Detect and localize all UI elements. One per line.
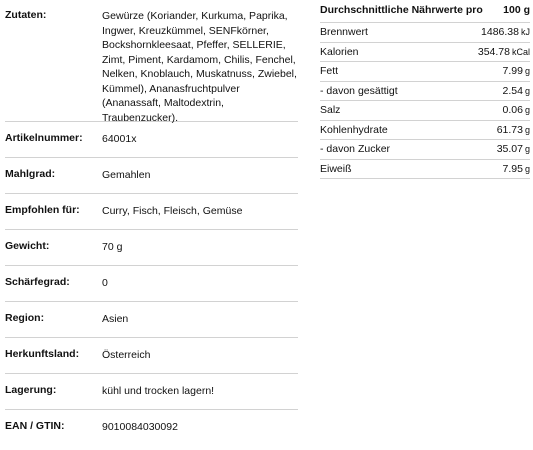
detail-row-origin (5, 338, 298, 374)
nutrition-per-amount: 100 g (503, 4, 530, 16)
nutrition-row-saturated-fat (320, 82, 530, 102)
nutrient-name: Salz (320, 104, 341, 117)
nutrient-value: 7.99 g (502, 65, 530, 78)
detail-value: 9010084030092 (102, 421, 178, 433)
nutrition-header (320, 0, 530, 23)
detail-row-ean (5, 410, 298, 450)
detail-label: Herkunftsland: (5, 348, 80, 360)
detail-row-article-number (5, 122, 298, 158)
product-details-table (5, 0, 298, 450)
detail-row-storage (5, 374, 298, 410)
detail-value: Gemahlen (102, 169, 151, 181)
detail-row-grind (5, 158, 298, 194)
detail-value: Asien (102, 313, 129, 325)
nutrient-name: Kalorien (320, 45, 359, 58)
nutrient-name: Fett (320, 65, 339, 78)
nutrient-value: 354.78 kCal (477, 45, 530, 58)
nutrient-value: 2.54 g (502, 84, 530, 97)
detail-label: Zutaten: (5, 9, 47, 21)
nutrition-row-sugar (320, 140, 530, 160)
detail-value: Gewürze (Koriander, Kurkuma, Paprika, Ingwer, Kreuzkümmel, SENFkörner, Bockshornkleesaat, Pfeffer, SELLERIE, Zimt, Piment, Kardamom, Chilis, Fenchel, Nelken, Knoblauch, Muskatnuss, Zwiebel, Kümmel), Ananasfruchtpulver (Ananassaft, Maltodextrin, Traubenzucker). (102, 10, 297, 124)
nutrition-row-carbohydrates (320, 121, 530, 141)
nutrition-title: Durchschnittliche Nährwerte pro (320, 4, 483, 16)
detail-value: 64001x (102, 133, 137, 145)
nutrition-row-protein (320, 160, 530, 180)
nutrient-name: - davon Zucker (320, 143, 391, 156)
nutrient-value: 61.73 g (496, 123, 530, 136)
detail-label: Region: (5, 312, 45, 324)
nutrition-row-energy (320, 23, 530, 43)
detail-value: Curry, Fisch, Fleisch, Gemüse (102, 205, 243, 217)
detail-label: Mahlgrad: (5, 168, 56, 180)
detail-value: Österreich (102, 349, 151, 361)
nutrient-name: Eiweiß (320, 162, 352, 175)
nutrition-row-fat (320, 62, 530, 82)
detail-row-weight (5, 230, 298, 266)
nutrition-row-salt (320, 101, 530, 121)
nutrient-name: - davon gesättigt (320, 84, 398, 97)
nutrient-name: Brennwert (320, 26, 368, 39)
detail-value: kühl und trocken lagern! (102, 385, 215, 397)
nutrient-value: 0.06 g (502, 104, 530, 117)
detail-value: 0 (102, 277, 108, 289)
detail-row-region (5, 302, 298, 338)
detail-label: Lagerung: (5, 384, 57, 396)
nutrition-table (320, 0, 530, 179)
nutrition-row-calories (320, 43, 530, 63)
detail-label: Artikelnummer: (5, 132, 83, 144)
nutrient-value: 7.95 g (502, 162, 530, 175)
detail-value: 70 g (102, 241, 123, 253)
detail-label: Empfohlen für: (5, 204, 80, 216)
detail-label: EAN / GTIN: (5, 420, 65, 432)
nutrient-value: 35.07 g (496, 143, 530, 156)
nutrient-value: 1486.38 kJ (481, 26, 530, 39)
detail-row-ingredients (5, 0, 298, 122)
detail-label: Schärfegrad: (5, 276, 70, 288)
detail-row-recommended (5, 194, 298, 230)
nutrient-name: Kohlenhydrate (320, 123, 388, 136)
detail-label: Gewicht: (5, 240, 50, 252)
detail-row-heat-level (5, 266, 298, 302)
